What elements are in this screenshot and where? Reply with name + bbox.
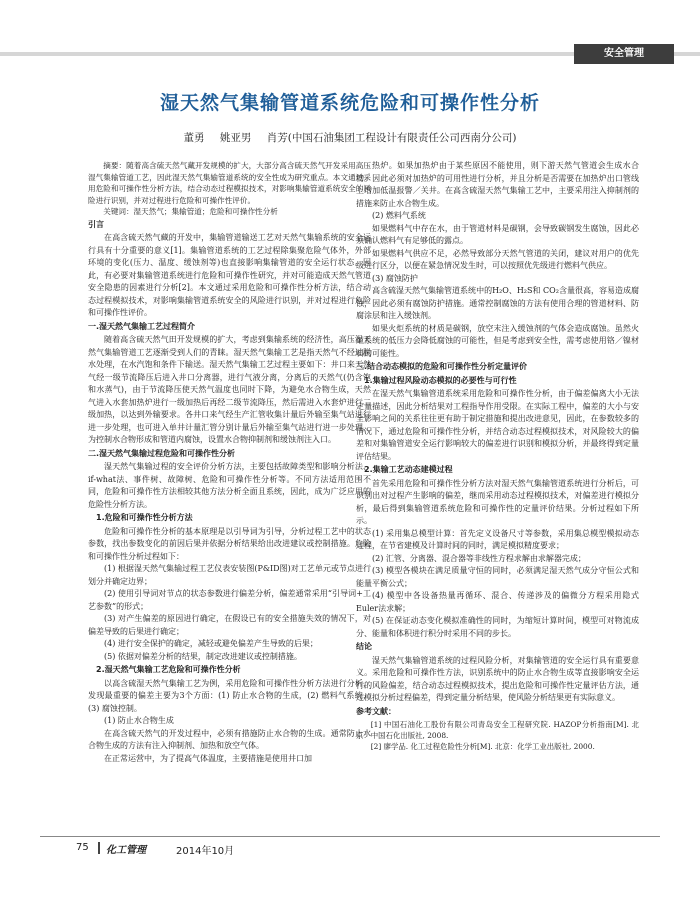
paragraph: (3) 模型各模块在满足质量守恒的同时，必须满足湿天然气成分守恒公式和能量平衡公式； [356,566,639,588]
paragraph: (2) 汇管、分离器、混合器等非线性方程求解由求解器完成； [372,553,586,563]
section-heading: 一.湿天然气集输工艺过程简介 [88,321,196,331]
section-heading: 引言 [88,219,104,229]
paragraph: 以高含硫湿天然气集输工艺为例，采用危险和可操作性分析方法进行分析，发现最重要的偏差主要为3个方面：(1) 防止水合物的生成，(2) 燃料气系统，(3) 腐蚀控制。 [88,678,371,713]
paragraph: (3) 对产生偏差的原因进行确定，在假设已有的安全措施失效的情况下，对偏差导致的后果进行确定； [88,614,371,636]
paragraph: (1) 根据湿天然气集输过程工艺仪表安装图(P&ID图)对工艺单元或节点进行划分并确定边界； [88,564,371,586]
paragraph: (2) 燃料气系统 [372,211,426,220]
reference-list [356,719,639,752]
section-heading: 1.危险和可操作性分析方法 [96,513,193,522]
paragraph: 危险和可操作性分析的基本原理是以引导词为引导，分析过程工艺中的状态参数，找出参数变化的前因后果并依据分析结果给出改进建议或控制措施。危险和可操作性分析过程如下： [88,526,371,561]
paragraph: 在正常运营中，为了提高气体温度，主要措施是使用井口加 [104,753,312,763]
paragraph: 如果火炬系统的材质是碳钢，放空末注入缓蚀剂的气体会造成腐蚀。虽然火炬系统的低压力会降低腐蚀的可能性，但是考虑到安全性，需考虑使用铬／镍材料的可能性。 [356,323,639,358]
author-3: 肖芳(中国石油集团工程设计有限责任公司西南分公司) [266,132,517,144]
paragraph: 湿天然气集输过程的安全评价分析方法，主要包括故障类型和影响分析法、if-what法、事件树、故障树、危险和可操作性分析等。不同方法适用范围不同，危险和可操作性方法相较其他方法分析全面且系统，因此，成为广泛应用的危险性分析方法。 [88,462,371,509]
paragraph: (3) 腐蚀防护 [372,273,418,283]
author-line [0,130,700,145]
journal-name: 化工管理 [106,845,146,856]
paragraph: 在湿天然气集输管道系统采用危险和可操作性分析，由于偏差偏离大小无法定量描述，因此分析结果对工程指导作用受限。在实际工程中，偏差的大小与安全影响之间的关系往往更有助于制定措施和提出改进意见，因此，在参数较多的情况下，通过危险和可操作性分析，并结合动态过程模拟技术，对风险较大的偏差和对集输管道安全运行影响较大的偏差进行识别和模拟分析，并最终得到定量评估结果。 [356,389,639,461]
paragraph: (1) 防止水合物生成 [104,716,174,725]
section-heading: 参考文献： [356,706,396,716]
section-heading: 结论 [356,642,372,651]
section-header-bar [0,44,700,66]
paragraph: 在高含硫天然气藏的开发中，集输管道输送工艺对天然气集输系统的安全运行具有十分重要的意义[1]。集输管道系统的工艺过程除集聚危险气体外，外部环境的变化(压力、温度、缓蚀剂等)也直接影响集输管道的安全运行状态。因此，有必要对集输管道系统进行危险和可操作性研究，并对可能造成天然气管道安全隐患的因素进行分析[2]。本文通过采用危险和可操作性分析方法，结合动态过程模拟技术，对影响集输管道系统安全的风险进行识别，并对过程进行危险和可操作性评价。 [88,233,371,317]
paragraph: (4) 模型中各设备热量再循环、混合、传递涉及的偏微分方程采用隐式Euler法求解； [356,591,639,613]
right-column [356,160,639,752]
paragraph: (4) 进行安全保护的确定，减轻或避免偏差产生导致的后果； [104,639,318,648]
section-tag: 安全管理 [574,44,674,64]
abstract-block [88,160,371,218]
paragraph: (2) 使用引导词对节点的状态参数进行偏差分析，偏差通常采用“引导词+工艺参数”的形式； [88,589,371,611]
abstract-text: 摘要：随着高含硫天然气藏开发规模的扩大，大部分高含硫天然气开发采用高压湿气集输管道工艺，因此湿天然气集输管道系统的安全性成为研究重点。本文通过采用危险和可操作性分析方法，结合动态过程模拟技术，对影响集输管道系统安全的风险进行识别，并对过程进行危险和可操作性评价。 [88,161,371,205]
section-heading: 1.集输过程风险动态模拟的必要性与可行性 [364,375,517,385]
page-number: 75 [76,842,89,853]
paragraph: 高含硫湿天然气集输管道系统中的H₂O、H₂S和 CO₂含量很高，容易造成腐蚀，因此必须有腐蚀防护措施。通常控制腐蚀的方法有使用合理的管道材料、防腐涂层和注入缓蚀剂。 [356,286,639,320]
paragraph: 湿天然气集输管道系统的过程风险分析，对集输管道的安全运行具有重要意义。采用危险和可操作性方法，识别系统中的防止水合物生成等直接影响安全运行的风险偏差，结合动态过程模拟技术，提出危险和可操作性定量评估方法，通过模拟分析过程偏差，得到定量分析结果，使风险分析结果更有实际意义。 [356,655,639,702]
paragraph: 热炉。如果加热炉由于某些原因不能使用，则下游天然气管道会生成水合物。因此必须对加热炉的可用性进行分析，并且分析是否需要在加热炉出口管线上增加低温报警／关井。在高含硫湿天然气集输工艺中，主要采用注入抑制剂的措施来防止水合物生成。 [356,161,639,208]
section-heading: 2.集输工艺动态建模过程 [364,465,453,474]
paragraph: 在高含硫天然气的开发过程中，必须有措施防止水合物的生成。通常防止水合物生成的方法有注入抑制剂、加热和放空气体。 [88,728,371,750]
paragraph: (1) 采用集总模型计算：首先定义设备尺寸等参数，采用集总模型模拟动态过程，在节省建模及计算时间的同时，满足模拟精度要求； [356,528,639,550]
issue-date: 2014年10月 [176,846,235,857]
paragraph: 首先采用危险和可操作性分析方法对湿天然气集输管道系统进行分析后，可识别出对过程产生影响的偏差，继而采用动态过程模拟技术，对偏差进行模拟分析，最后得到集输管道系统危险和可操作性的定量评价结果。分析过程如下所示。 [356,478,639,525]
paragraph: 如果燃料气供应不足，必然导致部分天然气管道的关闭，建议对用户的优先级进行区分，以便在紧急情况发生时，可以按照优先级进行燃料气供应。 [356,248,639,270]
paragraph: (5) 在保证动态变化模拟准确性的同时，为缩短计算时间，模型可对物流成分、能量和体积进行积分时采用不同的步长。 [356,616,639,638]
paragraph: (5) 依据对偏差分析的结果，制定改进建议或控制措施。 [104,651,302,661]
page-footer [40,836,660,860]
keywords: 关键词：湿天然气；集输管道；危险和可操作性分析 [103,207,278,216]
reference-item: [1] 中国石油化工股份有限公司青岛安全工程研究院. HAZOP分析指南[M]. 北京：中国石化出版社, 2008. [356,720,639,740]
left-column [88,160,371,765]
footer-rule [40,836,660,837]
author-2: 姚亚男 [219,132,252,144]
section-heading: 二.湿天然气集输过程危险和可操作性分析 [88,448,236,458]
paragraph: 随着高含硫天然气田开发规模的扩大，考虑到集输系统的经济性，高压湿天然气集输管道工艺逐渐受到人们的青睐。湿天然气集输工艺是指天然气不经过脱水处理，在水汽饱和条件下输送。湿天然气集输工艺过程主要如下：井口来天然气经一级节流降压后进入井口分离器，进行气液分离，分离后的天然气(仍含饱和水蒸气)，由于节流降压使天然气温度也同时下降，为避免水合物生成，天然气进入水套加热炉进行一级加热后再经二级节流降压，然后需进入水套炉进行二级加热，以达到外输要求。各井口来气经生产汇管收集计量后外输至集气站进行进一步处理，也可进入单井计量汇管分别计量后外输至集气站进行进一步处理，为控制水合物形成和管道内腐蚀，设置水合物抑制剂和缓蚀剂注入口。 [88,335,371,444]
paragraph: 如果燃料气中存在水，由于管道材料是碳钢，会导致碳钢发生腐蚀，因此必须确认燃料气有足够低的露点。 [356,223,639,245]
author-1: 董勇 [183,132,205,144]
article-title: 湿天然气集输管道系统危险和可操作性分析 [159,92,540,114]
footer-divider [98,842,100,854]
section-heading: 三.结合动态模拟的危险和可操作性分析定量评价 [356,362,528,371]
section-heading: 2.湿天然气集输工艺危险和可操作性分析 [96,665,241,674]
reference-item: [2] 廖学品. 化工过程危险性分析[M]. 北京：化学工业出版社, 2000. [370,742,595,751]
